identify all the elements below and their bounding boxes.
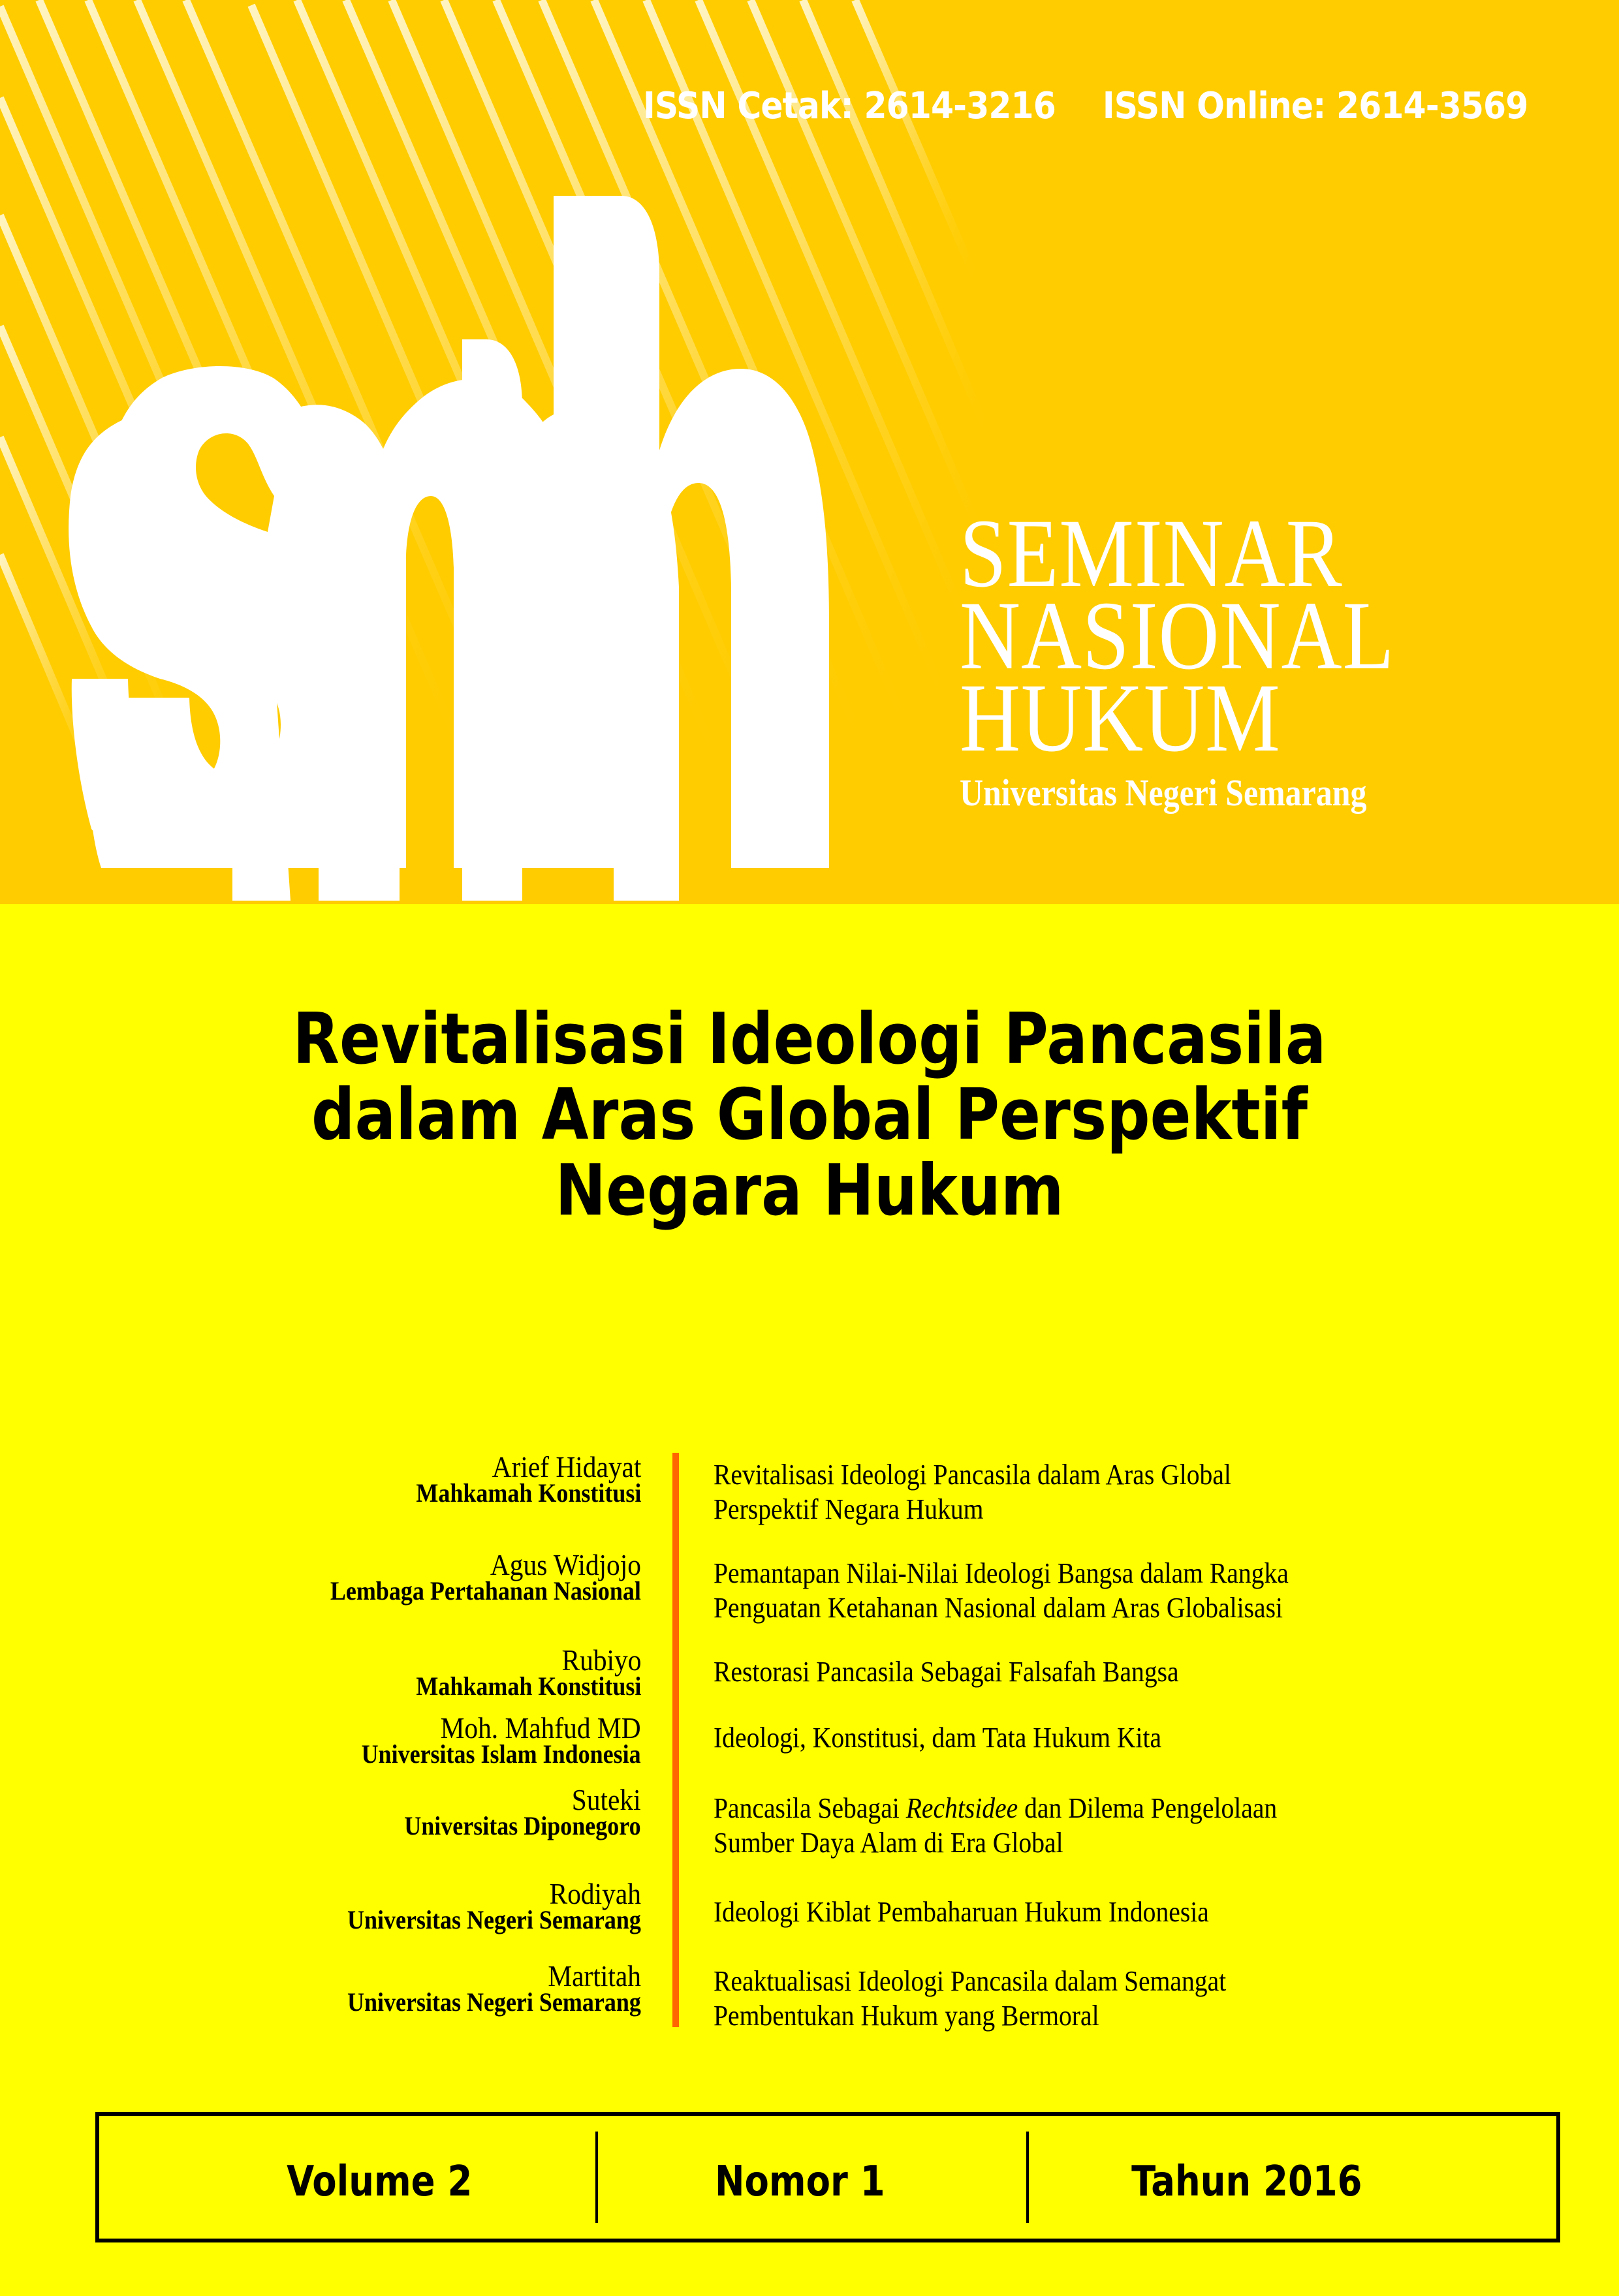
author-name: Rodiyah: [549, 1877, 641, 1910]
contents-paper-2: [714, 1556, 1289, 1625]
footer-divider-1: [595, 2132, 598, 2223]
contents-paper-6: [714, 1895, 1209, 1929]
author-name: Rubiyo: [561, 1643, 641, 1677]
contents-author-6: [347, 1877, 641, 1934]
seminar-wordmark: [960, 499, 1395, 814]
contents-paper-7: [714, 1964, 1226, 2033]
number-label: Nomor 1: [714, 2158, 885, 2206]
cover-title-line-1: Revitalisasi Ideologi Pancasila: [292, 999, 1327, 1080]
paper-title-line: Revitalisasi Ideologi Pancasila dalam Aras Global: [714, 1459, 1231, 1491]
wordmark-line-3: HUKUM: [960, 664, 1281, 772]
volume-label: Volume 2: [287, 2158, 473, 2206]
cover-title-line-2: dalam Aras Global Perspektif: [311, 1074, 1308, 1156]
paper-title-line: Ideologi Kiblat Pembaharuan Hukum Indonesia: [714, 1896, 1209, 1928]
paper-title-line: Sumber Daya Alam di Era Global: [714, 1827, 1063, 1859]
contents-paper-3: [714, 1654, 1179, 1689]
cover-title: [0, 999, 1619, 1232]
contents-paper-1: [714, 1457, 1231, 1527]
contents-paper-4: [714, 1720, 1161, 1755]
author-name: Suteki: [572, 1783, 641, 1816]
paper-title-italic-term: Rechtsidee: [905, 1792, 1018, 1824]
issn-print: ISSN Cetak: 2614-3216: [643, 85, 1056, 127]
cover-title-line-3: Negara Hukum: [555, 1150, 1064, 1232]
wordmark-institution: Universitas Negeri Semarang: [960, 771, 1367, 814]
paper-title-line: Pemantapan Nilai-Nilai Ideologi Bangsa dalam Rangka: [714, 1557, 1289, 1589]
paper-title-line: Restorasi Pancasila Sebagai Falsafah Bangsa: [714, 1656, 1179, 1688]
footer-divider-2: [1026, 2132, 1029, 2223]
author-name: Arief Hidayat: [492, 1450, 641, 1483]
author-institution: Lembaga Pertahanan Nasional: [330, 1576, 641, 1606]
author-institution: Universitas Negeri Semarang: [347, 1905, 641, 1934]
issn-online: ISSN Online: 2614-3569: [1102, 85, 1528, 127]
contents-author-3: [415, 1643, 641, 1701]
paper-title-line: Reaktualisasi Ideologi Pancasila dalam Semangat: [714, 1965, 1227, 1997]
contents-author-2: [330, 1548, 641, 1606]
author-institution: Universitas Negeri Semarang: [347, 1987, 641, 2017]
snh-logo-letters: [0, 0, 914, 904]
author-institution: Universitas Islam Indonesia: [361, 1739, 641, 1769]
cover-top-band: [0, 0, 1619, 904]
contents-author-5: [404, 1783, 641, 1840]
wordmark-line-1: SEMINAR: [960, 499, 1343, 608]
year-label: Tahun 2016: [1131, 2158, 1362, 2206]
contents-author-4: [361, 1711, 641, 1769]
author-name: Martitah: [548, 1959, 641, 1993]
contents-divider: [672, 1453, 679, 2027]
contents-author-7: [347, 1959, 641, 2017]
author-name: Agus Widjojo: [490, 1548, 641, 1581]
paper-title-line: Pembentukan Hukum yang Bermoral: [714, 2000, 1099, 2032]
wordmark-line-2: NASIONAL: [960, 582, 1395, 690]
author-institution: Mahkamah Konstitusi: [415, 1671, 641, 1701]
issue-info-box: [95, 2112, 1560, 2242]
contents-paper-5: [714, 1791, 1277, 1860]
paper-title-line: Perspektif Negara Hukum: [714, 1493, 984, 1525]
author-institution: Mahkamah Konstitusi: [415, 1478, 641, 1508]
contents-author-1: [415, 1450, 641, 1508]
paper-title-line: Ideologi, Konstitusi, dam Tata Hukum Kita: [714, 1722, 1162, 1754]
paper-title-line: Pancasila Sebagai Rechtsidee dan Dilema Pengelolaan: [714, 1792, 1278, 1824]
author-name: Moh. Mahfud MD: [440, 1711, 641, 1745]
paper-title-line: Penguatan Ketahanan Nasional dalam Aras Globalisasi: [714, 1592, 1283, 1624]
author-institution: Universitas Diponegoro: [404, 1811, 641, 1840]
